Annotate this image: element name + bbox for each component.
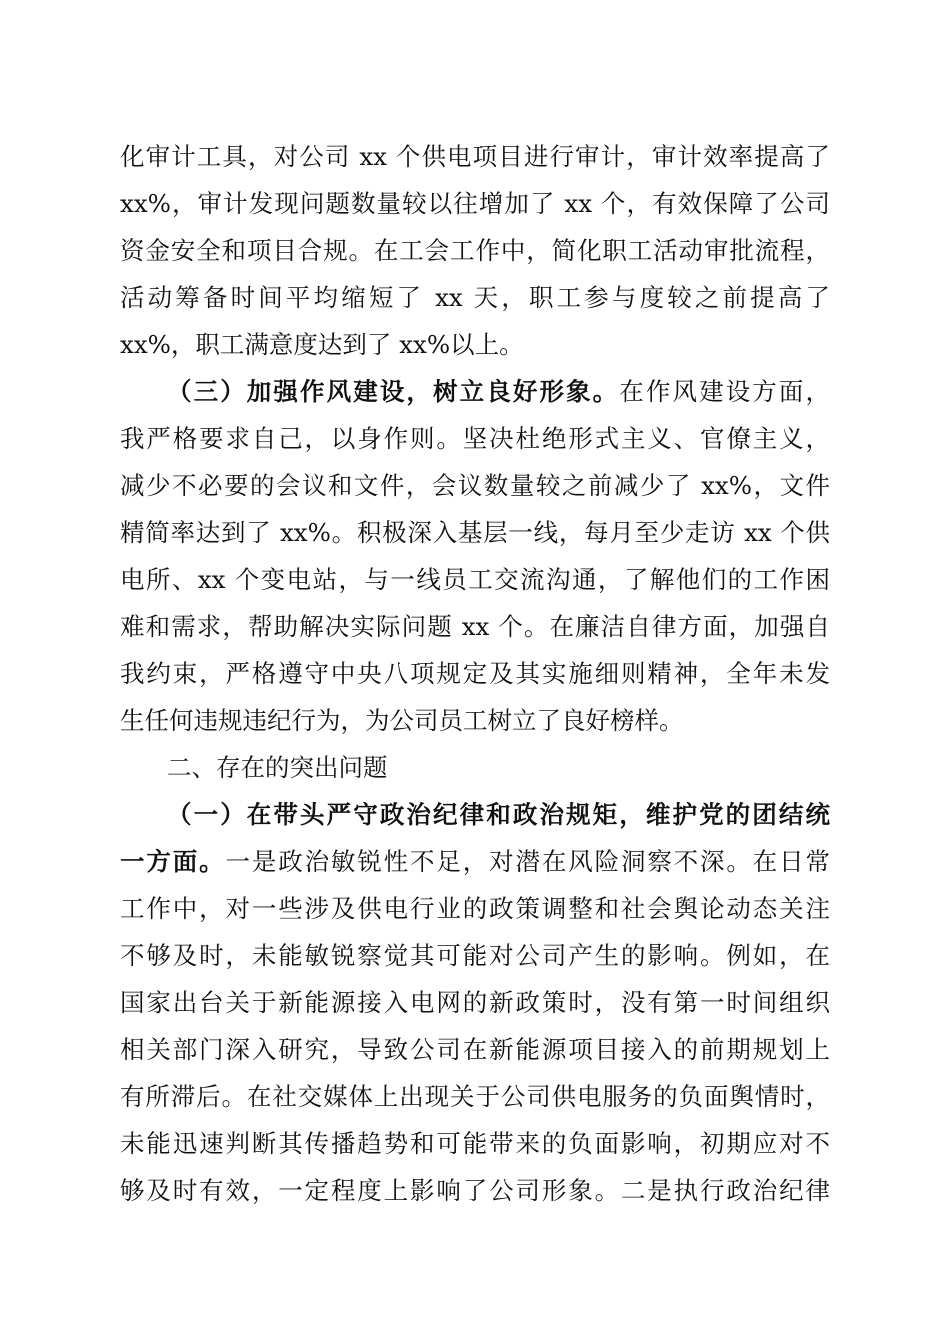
paragraph-3-line-7: 有所滞后。在社交媒体上出现关于公司供电服务的负面舆情时， (120, 1082, 830, 1111)
paragraph-3-line-9: 够及时有效，一定程度上影响了公司形象。二是执行政治纪律 (120, 1176, 830, 1205)
paragraph-2-line-2: 我严格要求自己，以身作则。坚决杜绝形式主义、官僚主义， (120, 424, 830, 453)
paragraph-1-line-2: xx%，审计发现问题数量较以往增加了 xx 个，有效保障了公司 (120, 189, 830, 218)
paragraph-2-line-3: 减少不必要的会议和文件，会议数量较之前减少了 xx%，文件 (120, 471, 830, 500)
paragraph-3-line-5: 国家出台关于新能源接入电网的新政策时，没有第一时间组织 (120, 988, 830, 1017)
paragraph-3-line-1: （一）在带头严守政治纪律和政治规矩，维护党的团结统 (167, 800, 830, 829)
paragraph-2-bold-lead: （三）加强作风建设，树立良好形象。 (167, 377, 620, 406)
paragraph-3-line-3: 工作中，对一些涉及供电行业的政策调整和社会舆论动态关注 (120, 894, 830, 923)
paragraph-1-line-1: 化审计工具，对公司 xx 个供电项目进行审计，审计效率提高了 (120, 142, 830, 171)
paragraph-3-line-2 (120, 841, 830, 883)
paragraph-2-line-4: 精简率达到了 xx%。积极深入基层一线，每月至少走访 xx 个供 (120, 518, 830, 547)
paragraph-1-line-3: 资金安全和项目合规。在工会工作中，简化职工活动审批流程， (120, 236, 830, 265)
paragraph-2-line-7: 我约束，严格遵守中央八项规定及其实施细则精神，全年未发 (120, 659, 830, 688)
paragraph-1-line-4: 活动筹备时间平均缩短了 xx 天，职工参与度较之前提高了 (120, 283, 830, 312)
paragraph-2-line-5: 电所、xx 个变电站，与一线员工交流沟通，了解他们的工作困 (120, 565, 830, 594)
paragraph-3-bold-lead-end: 一方面。 (120, 847, 226, 876)
paragraph-3-line-6: 相关部门深入研究，导致公司在新能源项目接入的前期规划上 (120, 1035, 830, 1064)
paragraph-2-line-6: 难和需求，帮助解决实际问题 xx 个。在廉洁自律方面，加强自 (120, 612, 830, 641)
paragraph-3-line-4: 不够及时，未能敏锐察觉其可能对公司产生的影响。例如，在 (120, 941, 830, 970)
paragraph-2-line-1-rest: 在作风建设方面， (619, 377, 830, 406)
paragraph-3-line-2-rest: 一是政治敏锐性不足，对潜在风险洞察不深。在日常 (225, 847, 830, 876)
paragraph-1-line-5: xx%，职工满意度达到了 xx%以上。 (120, 330, 524, 359)
paragraph-2-line-8: 生任何违规违纪行为，为公司员工树立了良好榜样。 (120, 706, 684, 735)
paragraph-2-line-1 (167, 371, 830, 413)
paragraph-3-line-8: 未能迅速判断其传播趋势和可能带来的负面影响，初期应对不 (120, 1129, 830, 1158)
section-heading: 二、存在的突出问题 (167, 753, 388, 782)
